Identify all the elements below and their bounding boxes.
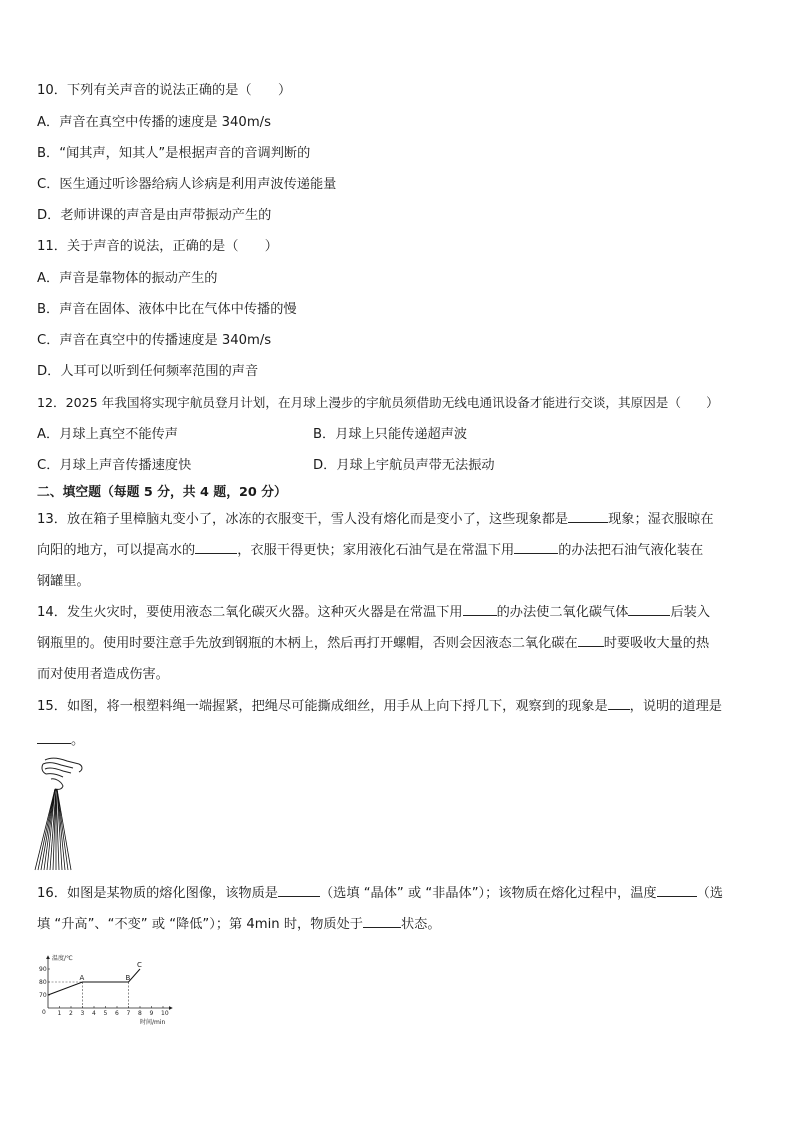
x-tick-label: 7 (126, 1010, 131, 1017)
hand-wrist (79, 764, 82, 772)
q11-option-b: B．声音在固体、液体中比在气体中传播的慢 (37, 302, 297, 317)
q14-text-3: 后装入 (670, 605, 711, 620)
plastic-strand-figure (33, 756, 93, 871)
q11-stem: 11．关于声音的说法，正确的是（ ） (37, 239, 278, 254)
q10-option-d: D．老师讲课的声音是由声带振动产生的 (37, 208, 272, 223)
q11-option-c: C．声音在真空中的传播速度是 340m/s (37, 333, 272, 348)
q13-blank-1[interactable] (568, 509, 608, 523)
hand-finger-3 (46, 774, 63, 777)
q13-paragraph (37, 504, 759, 597)
q14-text-2: 的办法使二氧化碳气体 (496, 605, 629, 620)
q11-option-d: D．人耳可以听到任何频率范围的声音 (37, 364, 259, 379)
point-label-b: B (125, 974, 131, 982)
q14-blank-3[interactable] (578, 633, 604, 647)
y-axis-label: 温度/℃ (52, 955, 73, 962)
q14-text-5: 时要吸收大量的热 (603, 636, 710, 651)
q10-option-b: B．“闻其声，知其人”是根据声音的音调判断的 (37, 146, 311, 161)
x-tick-label: 4 (92, 1010, 96, 1017)
q16-blank-3[interactable] (363, 914, 401, 928)
q12-option-c: C．月球上声音传播速度快 (37, 458, 192, 473)
hand-finger-1 (43, 763, 73, 768)
q14-text-4: 钢瓶里的。使用时要注意手先放到钢瓶的木柄上，然后再打开螺帽，否则会因液态二氧化碳在 (37, 636, 578, 651)
q16-text-3: （选 (696, 886, 723, 901)
q14-blank-1[interactable] (463, 602, 497, 616)
q16-blank-1[interactable] (278, 883, 320, 897)
q13-text-2: 现象；湿衣服晾在 (608, 512, 714, 527)
hand-thumb (51, 779, 63, 790)
y-tick-label: 70 (39, 992, 47, 999)
chart-series (48, 969, 140, 995)
section-2-title: 二、填空题（每题 5 分，共 4 题，20 分） (37, 485, 287, 500)
chart-guide-lines (48, 982, 129, 1008)
hand-top-edge (45, 758, 79, 764)
x-tick-label: 8 (138, 1010, 142, 1017)
q14-text-6: 而对使用者造成伤害。 (37, 667, 169, 682)
plastic-strands (35, 789, 71, 870)
q13-text-1: 13．放在箱子里樟脑丸变小了，冰冻的衣服变干，雪人没有熔化而是变小了，这些现象都是 (37, 512, 569, 527)
melting-curve (48, 969, 140, 995)
q15-paragraph (37, 690, 759, 758)
q11-option-a: A．声音是靠物体的振动产生的 (37, 271, 218, 286)
x-tick-label: 2 (69, 1010, 73, 1017)
hand-finger-2 (45, 768, 71, 773)
q16-text-5: 状态。 (400, 917, 441, 932)
q14-blank-2[interactable] (628, 602, 670, 616)
q16-text-4: 填 “升高”、“不变” 或 “降低”）；第 4min 时，物质处于 (37, 917, 363, 932)
q13-blank-2[interactable] (195, 540, 237, 554)
x-tick-label: 10 (161, 1010, 169, 1017)
origin-label: 0 (42, 1009, 46, 1016)
x-tick-label: 1 (57, 1010, 62, 1017)
q13-text-3: 向阳的地方，可以提高水的 (37, 543, 196, 558)
point-label-a: A (79, 974, 85, 982)
q14-paragraph (37, 597, 759, 690)
q15-text-3: 。 (71, 733, 85, 748)
chart-point-labels (80, 961, 143, 982)
q10-option-a: A．声音在真空中传播的速度是 340m/s (37, 115, 271, 130)
point-label-c: C (137, 961, 142, 969)
q13-blank-3[interactable] (514, 540, 558, 554)
x-tick-label: 5 (103, 1010, 108, 1017)
q16-text-2: （选填 “晶体” 或 “非晶体”）；该物质在熔化过程中，温度 (319, 886, 657, 901)
q12-option-a: A．月球上真空不能传声 (37, 427, 178, 442)
q10-stem: 10．下列有关声音的说法正确的是（ ） (37, 83, 292, 98)
melting-chart-svg (30, 952, 180, 1030)
y-tick-label: 90 (39, 966, 47, 973)
q13-text-6: 钢罐里。 (37, 574, 90, 589)
q12-stem: 12．2025 年我国将实现宇航员登月计划，在月球上漫步的宇航员须借助无线电通讯设备才能进行交谈，其原因是（ ） (37, 395, 719, 410)
q14-text-1: 14．发生火灾时，要使用液态二氧化碳灭火器。这种灭火器是在常温下用 (37, 605, 463, 620)
q15-blank-1[interactable] (608, 696, 630, 710)
q10-option-c: C．医生通过听诊器给病人诊病是利用声波传递能量 (37, 177, 337, 192)
x-axis-label: 时间/min (140, 1019, 166, 1026)
q12-option-d: D．月球上宇航员声带无法振动 (313, 458, 495, 473)
q12-option-b: B．月球上只能传递超声波 (313, 427, 468, 442)
melting-graph (30, 952, 180, 1030)
q16-text-1: 16．如图是某物质的熔化图像，该物质是 (37, 886, 278, 901)
x-tick-label: 6 (115, 1010, 119, 1017)
hand-strand-illustration (33, 756, 93, 871)
q15-blank-2[interactable] (37, 730, 71, 744)
q15-text-2: ，说明的道理是 (629, 699, 722, 714)
q13-text-4: ，衣服干得更快；家用液化石油气是在常温下用 (237, 543, 515, 558)
q16-paragraph (37, 878, 759, 940)
x-tick-label: 3 (80, 1010, 85, 1017)
q15-text-1: 15．如图，将一根塑料绳一端握紧，把绳尽可能撕成细丝，用手从上向下捋几下，观察到的现象是 (37, 699, 608, 714)
q13-text-5: 的办法把石油气液化装在 (558, 543, 704, 558)
x-tick-label: 9 (149, 1010, 154, 1017)
q16-blank-2[interactable] (657, 883, 697, 897)
y-tick-label: 80 (39, 979, 47, 986)
